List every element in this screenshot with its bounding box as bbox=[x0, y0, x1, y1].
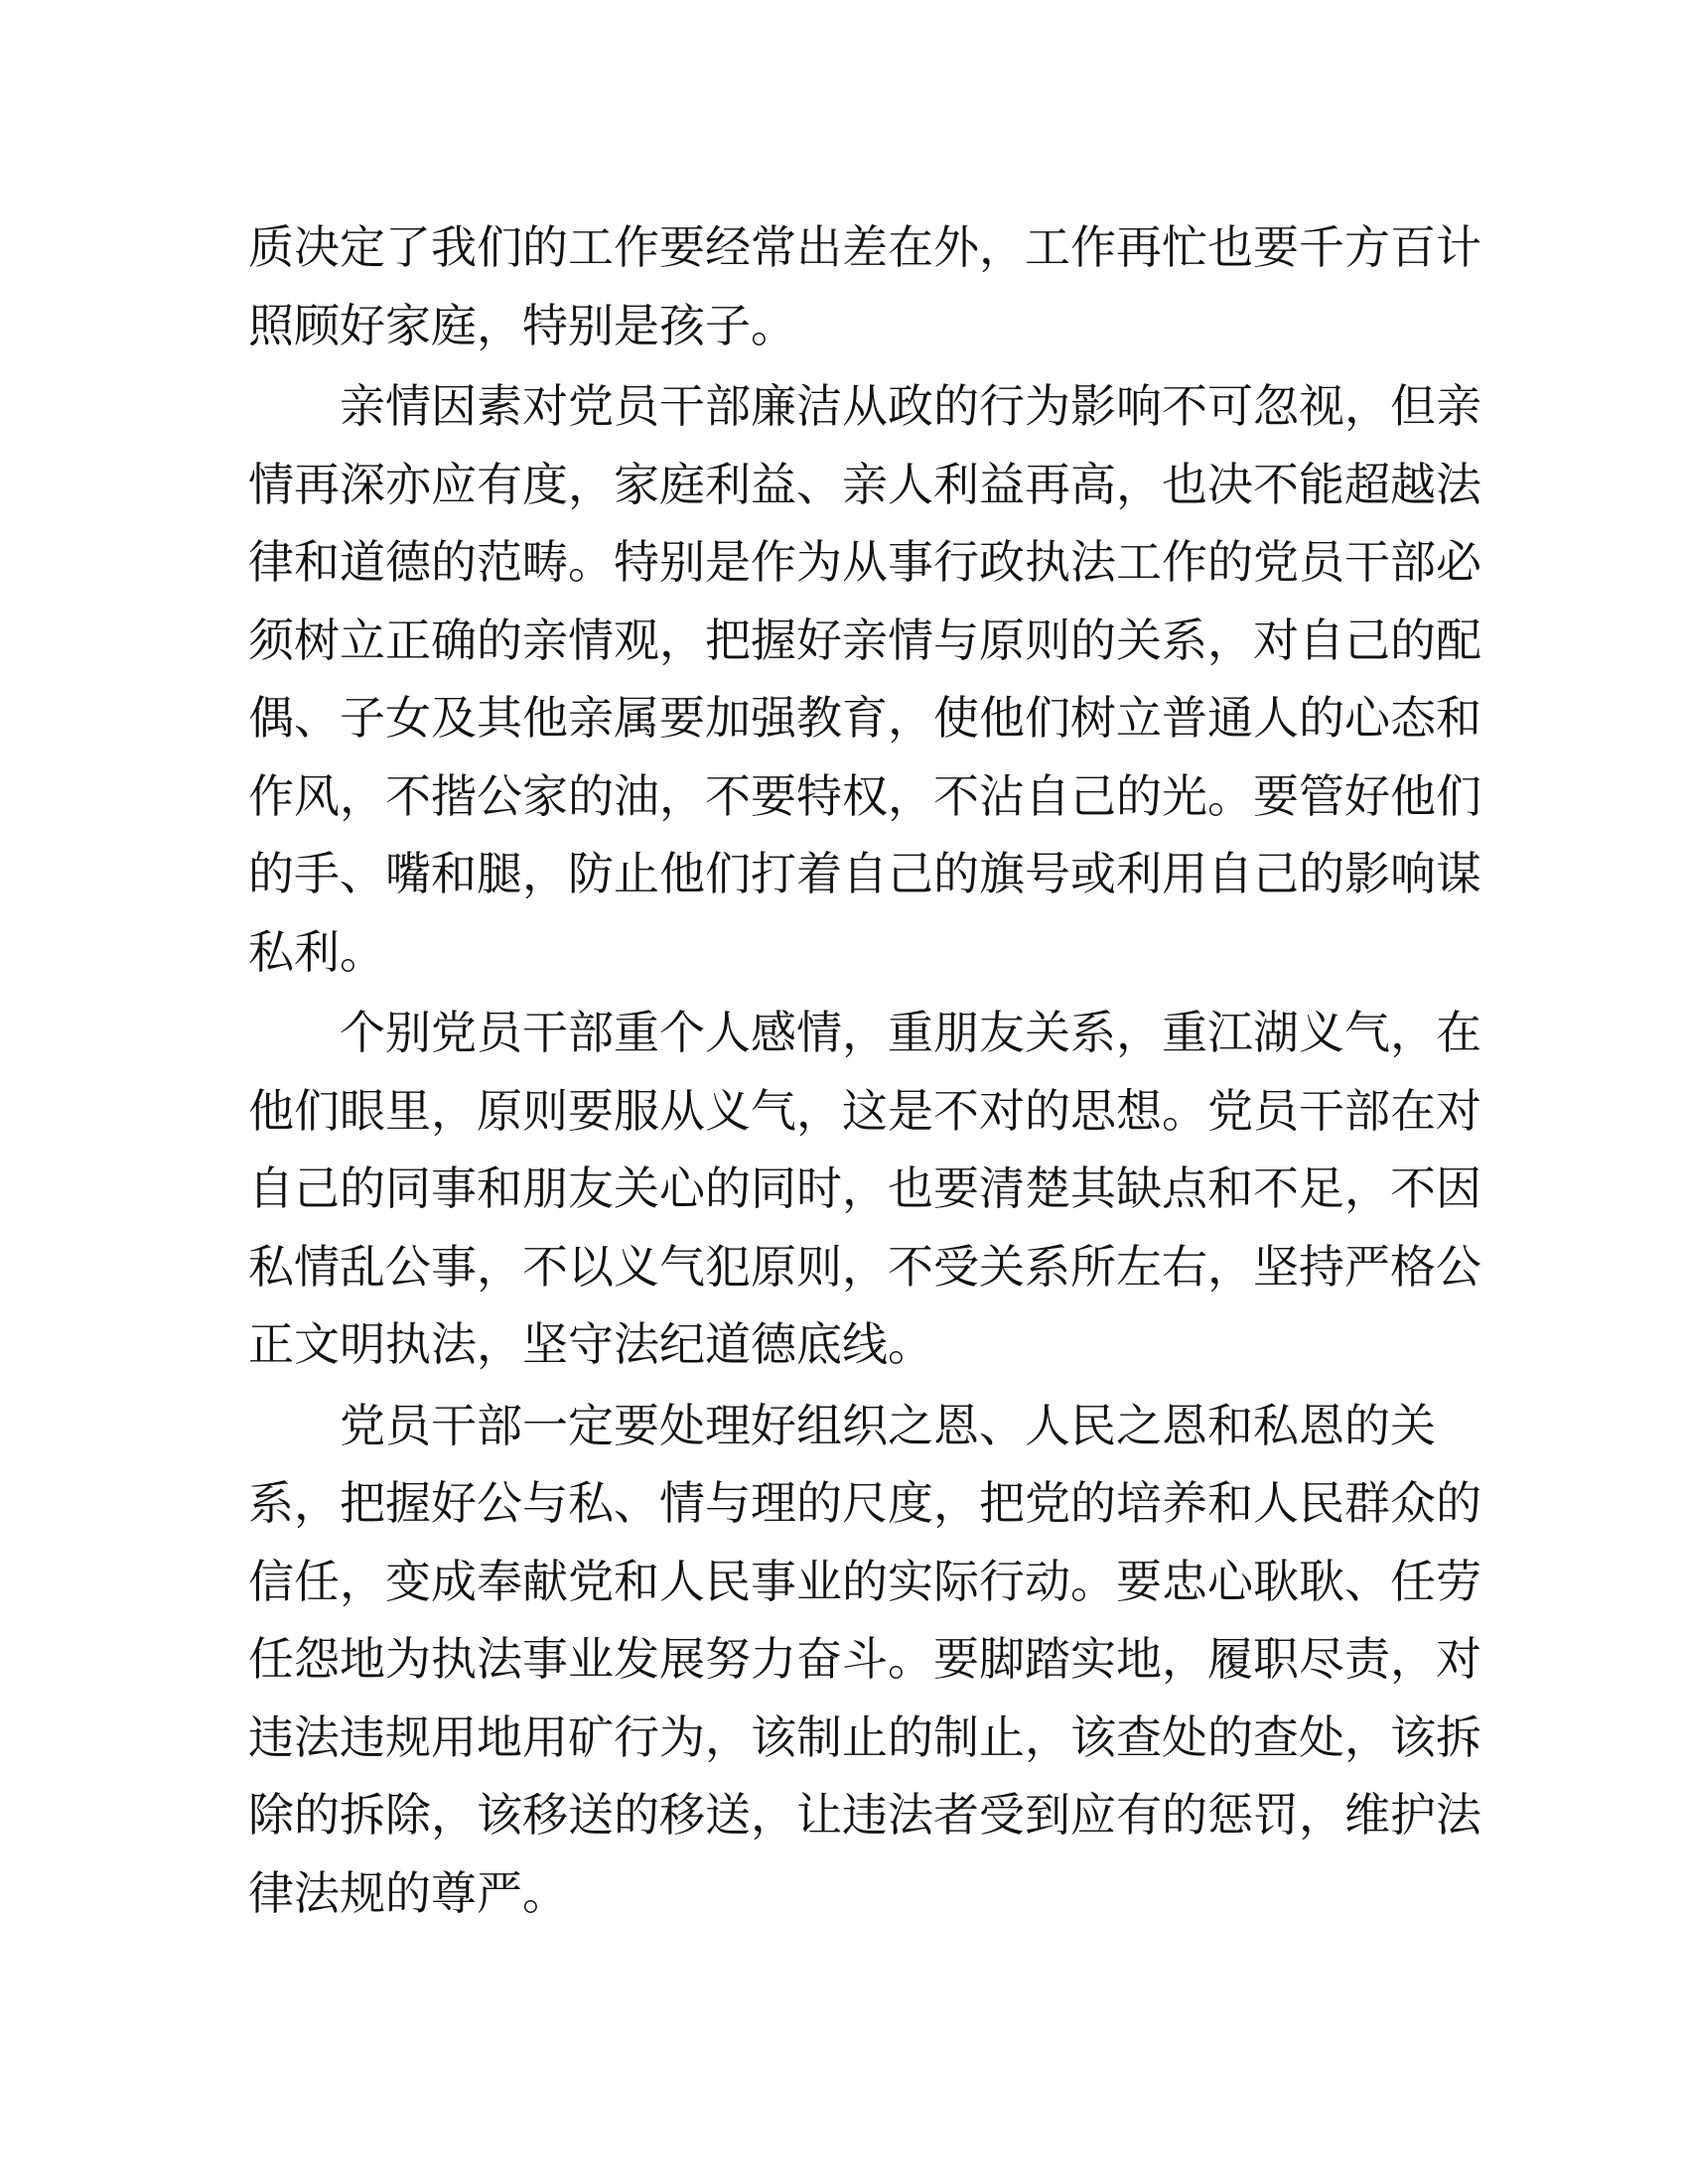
text-line: 除的拆除，该移送的移送，让违法者受到应有的惩罚，维护法 bbox=[248, 1788, 1481, 1842]
text-line: 的手、嘴和腿，防止他们打着自己的旗号或利用自己的影响谋 bbox=[248, 847, 1481, 900]
text-line: 私情乱公事，不以义气犯原则，不受关系所左右，坚持严格公 bbox=[248, 1239, 1481, 1294]
text-line: 他们眼里，原则要服从义气，这是不对的思想。党员干部在对 bbox=[248, 1083, 1481, 1138]
paragraph-1 bbox=[248, 208, 1481, 364]
text-line: 律法规的尊严。 bbox=[248, 1865, 568, 1920]
document-body bbox=[248, 208, 1481, 1932]
text-line: 正文明执法，坚守法纪道德底线。 bbox=[248, 1317, 933, 1371]
text-line: 违法违规用地用矿行为，该制止的制止，该查处的查处，该拆 bbox=[248, 1709, 1481, 1764]
text-line: 亲情因素对党员干部廉洁从政的行为影响不可忽视，但亲 bbox=[248, 379, 1481, 433]
text-line: 作风，不揩公家的油，不要特权，不沾自己的光。要管好他们 bbox=[248, 768, 1481, 823]
text-line: 偶、子女及其他亲属要加强教育，使他们树立普通人的心态和 bbox=[248, 691, 1481, 745]
text-line: 信任，变成奉献党和人民事业的实际行动。要忠心耿耿、任劳 bbox=[248, 1554, 1481, 1608]
text-line: 系，把握好公与私、情与理的尺度，把党的培养和人民群众的 bbox=[248, 1476, 1481, 1530]
text-line: 照顾好家庭，特别是孩子。 bbox=[248, 298, 796, 352]
paragraph-2 bbox=[248, 367, 1481, 991]
text-line: 自己的同事和朋友关心的同时，也要清楚其缺点和不足，不因 bbox=[248, 1161, 1481, 1215]
text-line: 质决定了我们的工作要经常出差在外，工作再忙也要千方百计 bbox=[248, 220, 1481, 274]
text-line: 党员干部一定要处理好组织之恩、人民之恩和私恩的关 bbox=[248, 1398, 1436, 1452]
text-line: 须树立正确的亲情观，把握好亲情与原则的关系，对自己的配 bbox=[248, 613, 1481, 667]
paragraph-4 bbox=[248, 1387, 1481, 1933]
text-line: 律和道德的范畴。特别是作为从事行政执法工作的党员干部必 bbox=[248, 535, 1481, 589]
text-line: 私利。 bbox=[248, 924, 385, 979]
text-line: 情再深亦应有度，家庭利益、亲人利益再高，也决不能超越法 bbox=[248, 457, 1481, 511]
paragraph-3 bbox=[248, 994, 1481, 1384]
text-line: 个别党员干部重个人感情，重朋友关系，重江湖义气，在 bbox=[248, 1006, 1481, 1059]
text-line: 任怨地为执法事业发展努力奋斗。要脚踏实地，履职尽责，对 bbox=[248, 1632, 1481, 1686]
